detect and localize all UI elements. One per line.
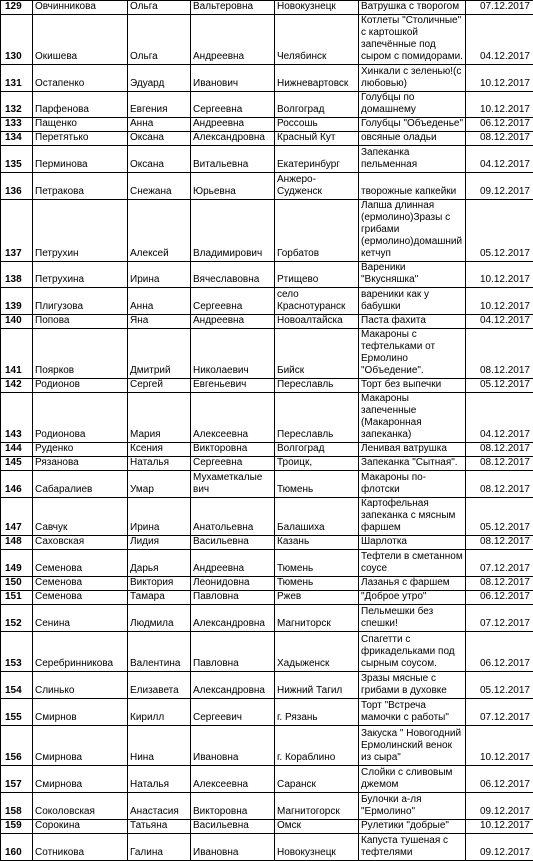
patronymic-cell: Иванович xyxy=(191,65,275,92)
patronymic-cell: Вальтеровна xyxy=(191,1,275,15)
first-name-cell: Ольга xyxy=(128,15,191,65)
city-cell: г. Рязань xyxy=(275,699,359,726)
row-number: 135 xyxy=(1,146,33,173)
row-number: 141 xyxy=(1,329,33,379)
table-row xyxy=(1,834,533,861)
patronymic-cell: Алексеевна xyxy=(191,766,275,793)
last-name-cell: Слинько xyxy=(33,672,128,699)
table-row xyxy=(1,393,533,443)
date-cell: 07.12.2017 xyxy=(466,699,533,726)
date-cell: 06.12.2017 xyxy=(466,632,533,672)
city-cell: г. Кораблино xyxy=(275,726,359,766)
row-number: 152 xyxy=(1,605,33,632)
patronymic-cell: Александровна xyxy=(191,605,275,632)
table-row xyxy=(1,550,533,577)
table-row xyxy=(1,15,533,65)
row-number: 153 xyxy=(1,632,33,672)
row-number: 160 xyxy=(1,834,33,861)
row-number: 132 xyxy=(1,92,33,118)
last-name-cell: Савчук xyxy=(33,498,128,536)
city-cell: Россошь xyxy=(275,118,359,132)
row-number: 143 xyxy=(1,393,33,443)
patronymic-cell: Васильевна xyxy=(191,536,275,550)
row-number: 142 xyxy=(1,379,33,393)
row-number: 150 xyxy=(1,577,33,591)
city-cell: Новокузнецк xyxy=(275,1,359,15)
table-row xyxy=(1,132,533,146)
city-cell: Горбатов xyxy=(275,200,359,262)
patronymic-cell: Андреевна xyxy=(191,118,275,132)
first-name-cell: Ольга xyxy=(128,1,191,15)
date-cell: 06.12.2017 xyxy=(466,766,533,793)
patronymic-cell: Сергеевна xyxy=(191,288,275,315)
row-number: 157 xyxy=(1,766,33,793)
first-name-cell: Нина xyxy=(128,726,191,766)
patronymic-cell: Витальевна xyxy=(191,146,275,173)
dish-cell: Голубцы по домашнему xyxy=(359,92,466,118)
row-number: 148 xyxy=(1,536,33,550)
last-name-cell: Смирнова xyxy=(33,766,128,793)
dish-cell: Запеканка пельменная xyxy=(359,146,466,173)
patronymic-cell: Викторовна xyxy=(191,793,275,820)
date-cell: 07.12.2017 xyxy=(466,550,533,577)
row-number: 130 xyxy=(1,15,33,65)
dish-cell: Запеканка "Сытная". xyxy=(359,457,466,471)
first-name-cell: Ксения xyxy=(128,443,191,457)
table-row xyxy=(1,672,533,699)
patronymic-cell: Юрьевна xyxy=(191,173,275,200)
row-number: 155 xyxy=(1,699,33,726)
city-cell: Новокузнецк xyxy=(275,834,359,861)
patronymic-cell: Сергеевич xyxy=(191,699,275,726)
dish-cell: Рулетики "добрые" xyxy=(359,820,466,834)
table-row xyxy=(1,766,533,793)
table-row xyxy=(1,65,533,92)
first-name-cell: Мария xyxy=(128,393,191,443)
city-cell: Новоалтайска xyxy=(275,315,359,329)
city-cell: Нижневартовск xyxy=(275,65,359,92)
last-name-cell: Родионов xyxy=(33,379,128,393)
dish-cell: овсяные оладьи xyxy=(359,132,466,146)
table-row xyxy=(1,315,533,329)
patronymic-cell: Ивановна xyxy=(191,834,275,861)
date-cell: 10.12.2017 xyxy=(466,820,533,834)
table-row xyxy=(1,443,533,457)
last-name-cell: Семенова xyxy=(33,591,128,605)
date-cell: 10.12.2017 xyxy=(466,726,533,766)
first-name-cell: Умар xyxy=(128,471,191,498)
dish-cell: Булочки а-ля "Ермолино" xyxy=(359,793,466,820)
last-name-cell: Плигузова xyxy=(33,288,128,315)
dish-cell: Капуста тушеная с тефтелями xyxy=(359,834,466,861)
patronymic-cell: Владимирович xyxy=(191,200,275,262)
row-number: 156 xyxy=(1,726,33,766)
first-name-cell: Тамара xyxy=(128,591,191,605)
table-row xyxy=(1,591,533,605)
city-cell: Челябинск xyxy=(275,15,359,65)
city-cell: Саранск xyxy=(275,766,359,793)
city-cell: Волгоград xyxy=(275,443,359,457)
row-number: 129 xyxy=(1,1,33,15)
date-cell: 05.12.2017 xyxy=(466,672,533,699)
date-cell: 10.12.2017 xyxy=(466,288,533,315)
last-name-cell: Попова xyxy=(33,315,128,329)
dish-cell: Торт без выпечки xyxy=(359,379,466,393)
first-name-cell: Наталья xyxy=(128,766,191,793)
city-cell: село Краснотуранск xyxy=(275,288,359,315)
row-number: 139 xyxy=(1,288,33,315)
patronymic-cell: Александровна xyxy=(191,672,275,699)
last-name-cell: Петракова xyxy=(33,173,128,200)
row-number: 131 xyxy=(1,65,33,92)
table-row xyxy=(1,200,533,262)
dish-cell: Котлеты "Столичные" с картошкой запечённые под сыром с помидорами. xyxy=(359,15,466,65)
date-cell: 05.12.2017 xyxy=(466,379,533,393)
patronymic-cell: Анатольевна xyxy=(191,498,275,536)
date-cell: 04.12.2017 xyxy=(466,146,533,173)
row-number: 149 xyxy=(1,550,33,577)
date-cell: 08.12.2017 xyxy=(466,536,533,550)
date-cell: 10.12.2017 xyxy=(466,92,533,118)
last-name-cell: Перетятько xyxy=(33,132,128,146)
dish-cell: творожные капкейки xyxy=(359,173,466,200)
dish-cell: вареники как у бабушки xyxy=(359,288,466,315)
table-row xyxy=(1,173,533,200)
city-cell: Бийск xyxy=(275,329,359,379)
patronymic-cell: Евгеньевич xyxy=(191,379,275,393)
patronymic-cell: Васильевна xyxy=(191,820,275,834)
last-name-cell: Сабаралиев xyxy=(33,471,128,498)
date-cell: 08.12.2017 xyxy=(466,577,533,591)
row-number: 136 xyxy=(1,173,33,200)
table-row xyxy=(1,471,533,498)
first-name-cell: Яна xyxy=(128,315,191,329)
last-name-cell: Саховская xyxy=(33,536,128,550)
last-name-cell: Петрухина xyxy=(33,262,128,288)
last-name-cell: Окишева xyxy=(33,15,128,65)
last-name-cell: Серебринникова xyxy=(33,632,128,672)
city-cell: Ртищево xyxy=(275,262,359,288)
first-name-cell: Ирина xyxy=(128,262,191,288)
dish-cell: Слойки с сливовым джемом xyxy=(359,766,466,793)
first-name-cell: Кирилл xyxy=(128,699,191,726)
dish-cell: Паста фахита xyxy=(359,315,466,329)
date-cell: 07.12.2017 xyxy=(466,1,533,15)
first-name-cell: Дарья xyxy=(128,550,191,577)
date-cell: 09.12.2017 xyxy=(466,793,533,820)
date-cell: 05.12.2017 xyxy=(466,498,533,536)
first-name-cell: Валентина xyxy=(128,632,191,672)
date-cell: 09.12.2017 xyxy=(466,173,533,200)
row-number: 147 xyxy=(1,498,33,536)
first-name-cell: Сергей xyxy=(128,379,191,393)
table-row xyxy=(1,632,533,672)
table-row xyxy=(1,699,533,726)
city-cell: Ржев xyxy=(275,591,359,605)
first-name-cell: Наталья xyxy=(128,457,191,471)
last-name-cell: Рязанова xyxy=(33,457,128,471)
patronymic-cell: Павловна xyxy=(191,632,275,672)
date-cell: 06.12.2017 xyxy=(466,591,533,605)
date-cell: 09.12.2017 xyxy=(466,834,533,861)
city-cell: Магнитогорск xyxy=(275,793,359,820)
first-name-cell: Людмила xyxy=(128,605,191,632)
first-name-cell: Снежана xyxy=(128,173,191,200)
last-name-cell: Овчинникова xyxy=(33,1,128,15)
last-name-cell: Семенова xyxy=(33,577,128,591)
first-name-cell: Виктория xyxy=(128,577,191,591)
last-name-cell: Сотникова xyxy=(33,834,128,861)
city-cell: Хадыженск xyxy=(275,632,359,672)
city-cell: Волгоград xyxy=(275,92,359,118)
city-cell: Балашиха xyxy=(275,498,359,536)
table-row xyxy=(1,793,533,820)
table-row xyxy=(1,457,533,471)
date-cell: 10.12.2017 xyxy=(466,65,533,92)
row-number: 145 xyxy=(1,457,33,471)
patronymic-cell: Мухаметкалые вич xyxy=(191,471,275,498)
first-name-cell: Лидия xyxy=(128,536,191,550)
row-number: 138 xyxy=(1,262,33,288)
patronymic-cell: Алексеевна xyxy=(191,393,275,443)
first-name-cell: Алексей xyxy=(128,200,191,262)
row-number: 140 xyxy=(1,315,33,329)
table-row xyxy=(1,498,533,536)
table-row xyxy=(1,288,533,315)
table-row xyxy=(1,1,533,15)
last-name-cell: Остапенко xyxy=(33,65,128,92)
last-name-cell: Перминова xyxy=(33,146,128,173)
date-cell: 04.12.2017 xyxy=(466,315,533,329)
date-cell: 05.12.2017 xyxy=(466,200,533,262)
city-cell: Магниторск xyxy=(275,605,359,632)
first-name-cell: Анастасия xyxy=(128,793,191,820)
dish-cell: Торт "Встреча мамочки с работы" xyxy=(359,699,466,726)
city-cell: Екатеринбург xyxy=(275,146,359,173)
row-number: 133 xyxy=(1,118,33,132)
city-cell: Красный Кут xyxy=(275,132,359,146)
last-name-cell: Парфенова xyxy=(33,92,128,118)
city-cell: Тюмень xyxy=(275,550,359,577)
first-name-cell: Татьяна xyxy=(128,820,191,834)
table-row xyxy=(1,118,533,132)
dish-cell: Макароны запеченные (Макаронная запеканка) xyxy=(359,393,466,443)
table-row xyxy=(1,379,533,393)
table-row xyxy=(1,726,533,766)
city-cell: Казань xyxy=(275,536,359,550)
table-row xyxy=(1,262,533,288)
dish-cell: Хинкали с зеленью!(с любовью) xyxy=(359,65,466,92)
last-name-cell: Пащенко xyxy=(33,118,128,132)
date-cell: 08.12.2017 xyxy=(466,457,533,471)
dish-cell: Тефтели в сметанном соусе xyxy=(359,550,466,577)
patronymic-cell: Леонидовна xyxy=(191,577,275,591)
last-name-cell: Сенина xyxy=(33,605,128,632)
dish-cell: Макароны с тефтельками от Ермолино "Объедение". xyxy=(359,329,466,379)
date-cell: 08.12.2017 xyxy=(466,132,533,146)
row-number: 134 xyxy=(1,132,33,146)
patronymic-cell: Андреевна xyxy=(191,315,275,329)
row-number: 159 xyxy=(1,820,33,834)
city-cell: Омск xyxy=(275,820,359,834)
dish-cell: Вареники "Вкусняшка" xyxy=(359,262,466,288)
first-name-cell: Евгения xyxy=(128,92,191,118)
dish-cell: Спагетти с фрикадельками под сырным соусом. xyxy=(359,632,466,672)
city-cell: Нижний Тагил xyxy=(275,672,359,699)
dish-cell: Ватрушка с творогом xyxy=(359,1,466,15)
row-number: 137 xyxy=(1,200,33,262)
city-cell: Анжеро-Судженск xyxy=(275,173,359,200)
row-number: 158 xyxy=(1,793,33,820)
city-cell: Троицк, xyxy=(275,457,359,471)
last-name-cell: Смирнова xyxy=(33,726,128,766)
last-name-cell: Петрухин xyxy=(33,200,128,262)
date-cell: 04.12.2017 xyxy=(466,393,533,443)
dish-cell: Шарлотка xyxy=(359,536,466,550)
dish-cell: "Доброе утро" xyxy=(359,591,466,605)
last-name-cell: Родионова xyxy=(33,393,128,443)
first-name-cell: Елизавета xyxy=(128,672,191,699)
patronymic-cell: Андреевна xyxy=(191,15,275,65)
dish-cell: Картофельная запеканка с мясным фаршем xyxy=(359,498,466,536)
patronymic-cell: Вячеславовна xyxy=(191,262,275,288)
table-row xyxy=(1,577,533,591)
patronymic-cell: Андреевна xyxy=(191,550,275,577)
table-row xyxy=(1,605,533,632)
dish-cell: Ленивая ватрушка xyxy=(359,443,466,457)
city-cell: Тюмень xyxy=(275,471,359,498)
city-cell: Переславль xyxy=(275,393,359,443)
date-cell: 04.12.2017 xyxy=(466,15,533,65)
last-name-cell: Сорокина xyxy=(33,820,128,834)
last-name-cell: Семенова xyxy=(33,550,128,577)
row-number: 144 xyxy=(1,443,33,457)
first-name-cell: Ирина xyxy=(128,498,191,536)
table-row xyxy=(1,329,533,379)
first-name-cell: Дмитрий xyxy=(128,329,191,379)
last-name-cell: Соколовская xyxy=(33,793,128,820)
row-number: 151 xyxy=(1,591,33,605)
dish-cell: Закуска " Новогодний Ермолинский венок из сыра" xyxy=(359,726,466,766)
city-cell: Переславль xyxy=(275,379,359,393)
date-cell: 10.12.2017 xyxy=(466,262,533,288)
patronymic-cell: Павловна xyxy=(191,591,275,605)
first-name-cell: Анна xyxy=(128,118,191,132)
table-row xyxy=(1,820,533,834)
dish-cell: Пельмешки без спешки! xyxy=(359,605,466,632)
patronymic-cell: Викторовна xyxy=(191,443,275,457)
patronymic-cell: Александровна xyxy=(191,132,275,146)
dish-cell: Макароны по-флотски xyxy=(359,471,466,498)
patronymic-cell: Сергеевна xyxy=(191,92,275,118)
table-row xyxy=(1,536,533,550)
dish-cell: Зразы мясные с грибами в духовке xyxy=(359,672,466,699)
date-cell: 08.12.2017 xyxy=(466,471,533,498)
date-cell: 08.12.2017 xyxy=(466,329,533,379)
dish-cell: Лапша длинная (ермолино)Зразы с грибами (ермолино)домашний кетчуп xyxy=(359,200,466,262)
date-cell: 07.12.2017 xyxy=(466,605,533,632)
last-name-cell: Смирнов xyxy=(33,699,128,726)
table-row xyxy=(1,146,533,173)
table-row xyxy=(1,92,533,118)
patronymic-cell: Сергеевна xyxy=(191,457,275,471)
date-cell: 08.12.2017 xyxy=(466,443,533,457)
dish-cell: Лазанья с фаршем xyxy=(359,577,466,591)
first-name-cell: Эдуард xyxy=(128,65,191,92)
patronymic-cell: Николаевич xyxy=(191,329,275,379)
dish-cell: Голубцы "Объеденье" xyxy=(359,118,466,132)
first-name-cell: Анна xyxy=(128,288,191,315)
patronymic-cell: Ивановна xyxy=(191,726,275,766)
first-name-cell: Галина xyxy=(128,834,191,861)
city-cell: Тюмень xyxy=(275,577,359,591)
row-number: 146 xyxy=(1,471,33,498)
last-name-cell: Поярков xyxy=(33,329,128,379)
first-name-cell: Оксана xyxy=(128,132,191,146)
date-cell: 06.12.2017 xyxy=(466,118,533,132)
row-number: 154 xyxy=(1,672,33,699)
first-name-cell: Оксана xyxy=(128,146,191,173)
last-name-cell: Руденко xyxy=(33,443,128,457)
